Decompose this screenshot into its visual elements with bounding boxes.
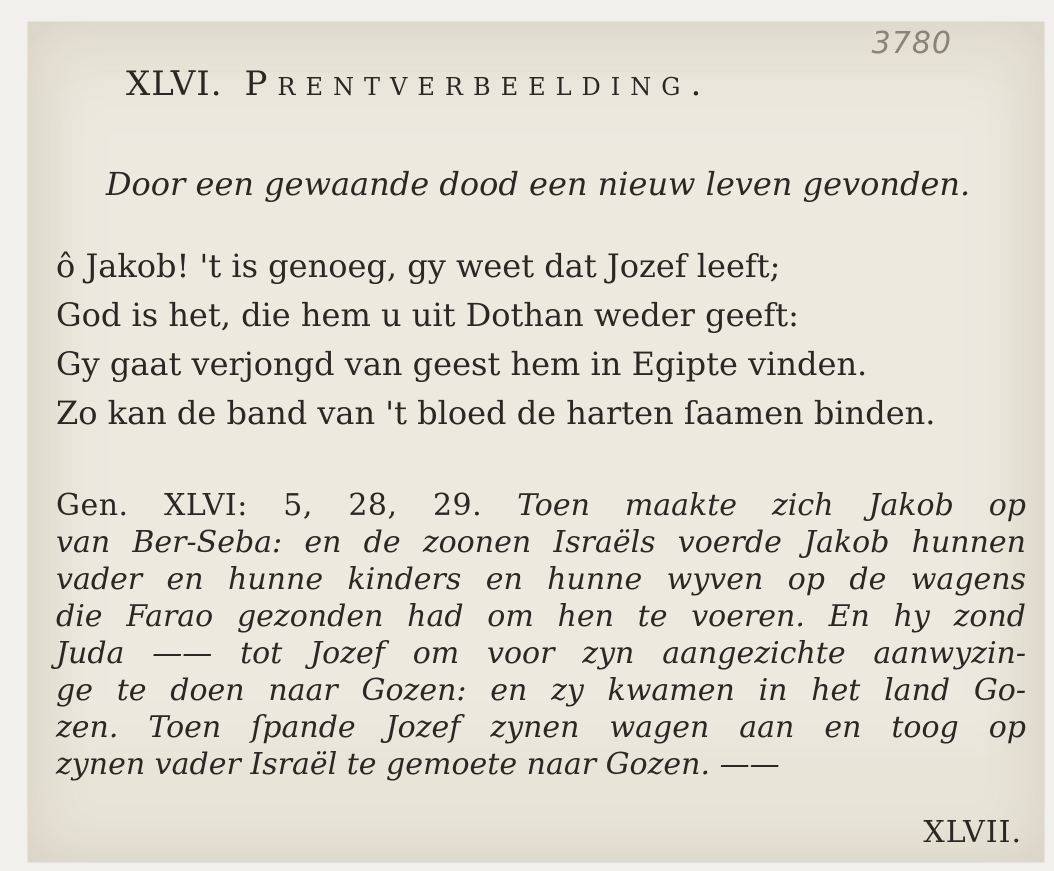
- scripture-reference: Gen. XLVI: 5, 28, 29.: [56, 488, 483, 523]
- scripture-line: zynen vader Israël te gemoete naar Gozen. ——: [56, 747, 780, 782]
- verse-block: [56, 242, 935, 438]
- heading-number: XLVI.: [126, 64, 223, 104]
- scripture-line: ge te doen naar Gozen: en zy kwamen in het land Go-: [56, 673, 1026, 708]
- verse-line: God is het, die hem u uit Dothan weder geeft:: [56, 296, 799, 334]
- inventory-number: 3780: [871, 26, 952, 61]
- verse-line: Gy gaat verjongd van geest hem in Egipte vinden.: [56, 345, 868, 383]
- scripture-line: die Farao gezonden had om hen te voeren. En hy zond: [56, 599, 1026, 634]
- verse-line: ô Jakob! 't is genoeg, gy weet dat Jozef leeft;: [56, 247, 781, 285]
- print-page: [28, 22, 1044, 862]
- scripture-line: zen. Toen ſpande Jozef zynen wagen aan en toog op: [56, 710, 1026, 745]
- scripture-line: vader en hunne kinders en hunne wyven op de wagens: [56, 562, 1026, 597]
- page-heading: [126, 64, 711, 104]
- scripture-line: Juda —— tot Jozef om voor zyn aangezichte aanwyzin-: [56, 636, 1026, 671]
- scripture-text: Toen maakte zich Jakob op: [517, 488, 1026, 523]
- scripture-passage: [56, 487, 1026, 783]
- catchword: XLVII.: [923, 815, 1022, 850]
- scripture-line-first: [56, 487, 1026, 524]
- motto: Door een gewaande dood een nieuw leven gevonden.: [105, 165, 971, 203]
- heading-title: Prentverbeelding.: [244, 64, 712, 104]
- scripture-line: van Ber-Seba: en de zoonen Israëls voerde Jakob hunnen: [56, 525, 1026, 560]
- verse-line: Zo kan de band van 't bloed de harten ſaamen binden.: [56, 394, 936, 432]
